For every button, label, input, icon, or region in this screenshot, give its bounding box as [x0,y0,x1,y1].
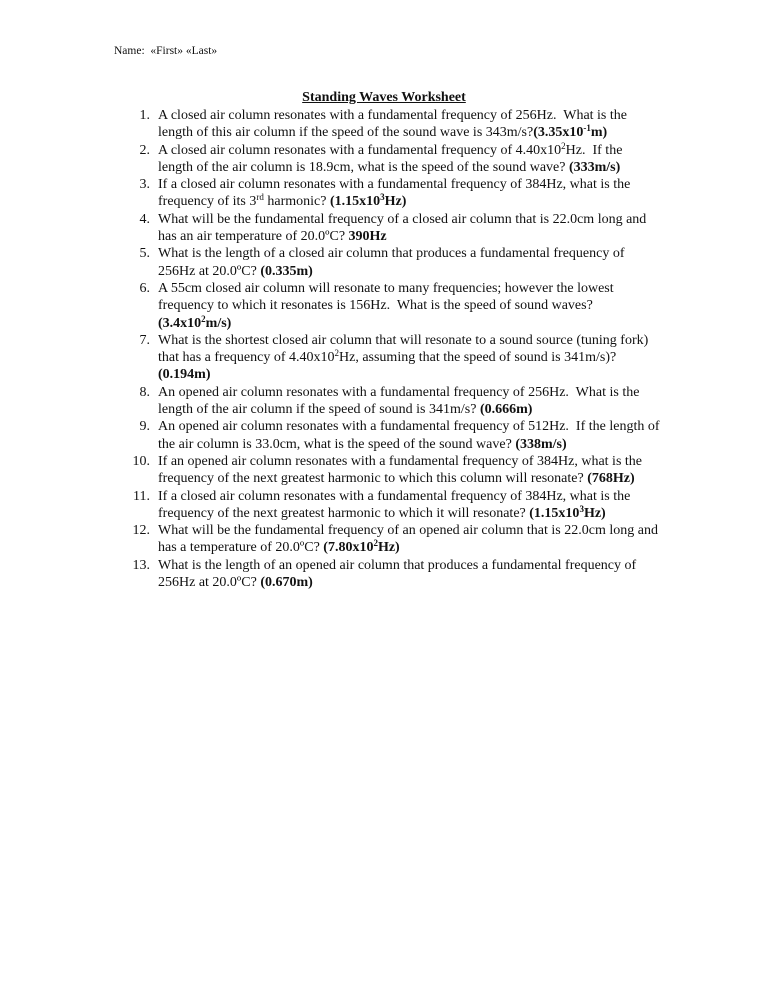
name-line [114,45,217,57]
question-number: 5. [139,246,150,262]
question-item [124,107,660,142]
question-answer: (0.670m) [260,575,313,591]
question-text: What is the length of an opened air column that produces a fundamental frequency of 256Hz at 20.0ºC? [158,557,637,591]
question-answer: (0.335m) [260,263,313,279]
question-answer: (0.194m) [158,367,211,383]
question-item [124,332,660,384]
question-item [124,280,660,332]
question-text: If a closed air column resonates with a fundamental frequency of 384Hz, what is the frequency of its 3rd harmonic? [158,177,631,210]
question-text: What is the shortest closed air column that will resonate to a sound source (tuning fork) that has a frequency of $4.40x10^2Hz$, assuming that the speed of sound is 341m/s)? [158,332,649,366]
question-text: A closed air column resonates with a fundamental frequency of $4.40x10^2Hz$. If the length of the air column is 18.9cm, what is the speed of the sound wave? [158,140,623,175]
question-text: An opened air column resonates with a fundamental frequency of 512Hz. If the length of the air column is 33.0cm, what is the speed of the sound wave? [158,419,660,452]
question-text: An opened air column resonates with a fundamental frequency of 256Hz. What is the length of the air column if the speed of sound is 341m/s? [158,384,640,418]
question-answer: (333m/s) [568,159,621,175]
question-item [124,176,660,211]
name-label: Name: [114,45,145,57]
question-number: 7. [139,332,150,348]
question-text: What is the length of a closed air column that produces a fundamental frequency of 256Hz at 20.0ºC? [158,246,625,279]
question-answer: $(7.80x10^2Hz)$ [323,538,400,556]
question-number: 2. [139,142,150,158]
question-item [124,557,660,592]
question-item [124,522,660,557]
question-list [124,107,660,591]
question-answer: $(3.35x10^{-1}m)$ [533,123,608,141]
question-text: What will be the fundamental frequency of a closed air column that is 22.0cm long and has an air temperature of 20.0ºC? [158,211,647,245]
question-item [124,142,660,177]
question-text: A 55cm closed air column will resonate to many frequencies; however the lowest frequency to which it resonates is 156Hz. What is the speed of sound waves? [158,280,614,314]
question-number: 11. [133,488,150,504]
question-number: 13. [132,557,150,573]
first-name-field: «First» [150,45,183,57]
question-number: 12. [132,523,150,539]
question-item [124,488,660,523]
question-number: 1. [139,108,150,123]
question-number: 8. [139,384,150,400]
question-item [124,384,660,419]
question-answer: $(3.4x10^2m/s)$ [158,313,232,331]
question-number: 10. [132,453,150,469]
question-answer: $(1.15x10^3Hz)$ [329,192,407,210]
question-answer: (338m/s) [515,436,567,452]
question-number: 3. [139,177,150,193]
question-answer: $(1.15x10^3Hz)$ [529,503,606,521]
question-item [124,211,660,246]
question-answer: (768Hz) [587,471,635,487]
question-number: 6. [139,280,150,296]
question-item [124,245,660,280]
question-answer: 390Hz [348,229,387,245]
question-text: If a closed air column resonates with a fundamental frequency of 384Hz, what is the frequency of the next greatest harmonic to which it will resonate? [158,488,631,521]
question-text: A closed air column resonates with a fundamental frequency of 256Hz. What is the length of this air column if the speed of the sound wave is 343m/s? [158,108,627,141]
worksheet-title: Standing Waves Worksheet [302,90,466,105]
question-text: If an opened air column resonates with a fundamental frequency of 384Hz, what is the frequency of the next greatest harmonic to which this column will resonate? [158,453,642,487]
question-text: What will be the fundamental frequency of an opened air column that is 22.0cm long and has a temperature of 20.0ºC? [158,523,658,556]
question-number: 4. [139,211,150,227]
question-item [124,418,660,453]
question-item [124,453,660,488]
last-name-field: «Last» [185,45,218,57]
question-number: 9. [139,419,150,435]
question-answer: (0.666m) [479,402,533,418]
